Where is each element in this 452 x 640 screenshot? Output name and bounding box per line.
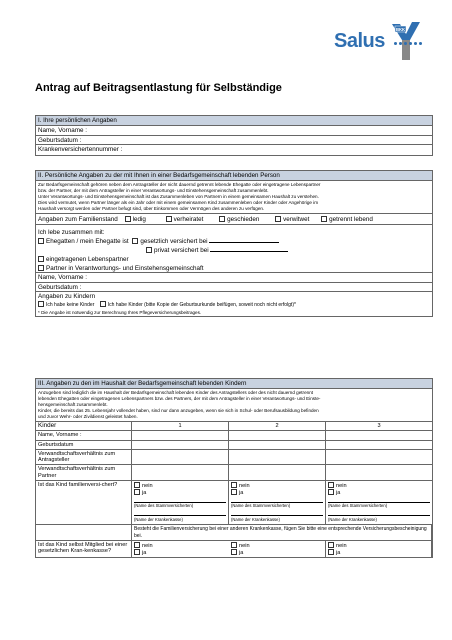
children-label: Angaben zu Kindern — [38, 293, 96, 300]
partner-note: Zur Bedarfsgemeinschaft gehören neben dem Antragsteller der nicht dauernd getrennt lebende Ehegatte oder eingetragene Lebenspartner bzw. der Partner, der mit dem Antragsteller in einer Verantwortungs- und Einstehensgemeinschaft zusammenlebt. Unter Verantwortungs- und Einstehensgemeinschaft ist das Zusammenleben von Partnern in einem gemeinsamen Haushalt zu verstehen. Dies wird vermutet, wenn Partner länger als ein Jahr oder mit einem gemeinsamen Kind zusammenleben oder Kinder oder Angehörige im Haushalt versorgt werden oder Partner befugt sind, über Einkommen oder Vermögen des anderen zu verfügen. — [36, 181, 432, 214]
option-nein[interactable]: nein — [231, 482, 323, 489]
children-options — [36, 301, 432, 309]
child-3-family-insured: nein ja (Name des Stammversicherten) (Name der Krankenkasse) — [326, 481, 432, 525]
option-ja[interactable]: ja — [231, 489, 323, 496]
child-2-relation-applicant[interactable] — [229, 450, 326, 466]
child-3-relation-applicant[interactable] — [326, 450, 432, 466]
logo-emblem-icon — [386, 20, 426, 62]
child-3-own-member — [326, 541, 432, 558]
option-civil-partner[interactable]: eingetragenen Lebenspartner — [36, 255, 432, 264]
option-nein[interactable]: nein — [328, 542, 429, 549]
partner-name-field[interactable]: Name, Vorname : — [36, 273, 432, 283]
option-nein[interactable]: nein — [231, 542, 323, 549]
partner-birthdate-field[interactable]: Geburtsdatum : — [36, 283, 432, 293]
row-label-name: Name, Vorname : — [36, 431, 132, 440]
child-1-relation-applicant[interactable] — [132, 450, 229, 466]
child-3-name[interactable] — [326, 431, 432, 440]
option-ja[interactable]: ja — [328, 549, 429, 556]
field-birthdate[interactable]: Geburtsdatum : — [36, 136, 432, 146]
option-nein[interactable]: nein — [134, 482, 226, 489]
section-heading: II. Persönliche Angaben zu der mit Ihnen in einer Bedarfsgemeinschaft lebenden Person — [36, 171, 432, 181]
child-1-family-insured: nein ja (Name des Stammversicherten) (Name der Krankenkasse) — [132, 481, 229, 525]
salus-bkk-logo — [334, 20, 434, 64]
form-title: Antrag auf Beitragsentlastung für Selbständige — [35, 82, 282, 94]
option-ja[interactable]: ja — [231, 549, 323, 556]
child-col-3: 3 — [326, 422, 432, 431]
option-no-children[interactable]: Ich habe keine Kinder — [38, 302, 94, 308]
child-2-family-insured: nein ja (Name des Stammversicherten) (Name der Krankenkasse) — [229, 481, 326, 525]
child-col-1: 1 — [132, 422, 229, 431]
row-label-own-member: Ist das Kind selbst Mitglied bei einer gesetzlichen Kran-kenkasse? — [36, 541, 132, 558]
children-note: Anzugeben sind lediglich die im Haushalt der Bedarfsgemeinschaft lebenden Kinder des Antragstellers oder des nicht dauernd getrennt lebenden Ehegatten oder eingetragenen Lebenspartners bzw. des Partners, der mit dem Antragsteller in einer Verantwortungs- und Einste- hensgemeinschaft zusammenlebt. Kinder, die bereits das 25. Lebensjahr vollendet haben, sind nur dann anzugeben, wenn sie sich in Schul- oder Berufsausbildung befinden und zuvor Wehr- oder Zivildienst geleistet haben. — [36, 389, 432, 422]
option-private[interactable]: privat versichert bei — [146, 247, 209, 254]
statutory-insurer-field[interactable] — [209, 237, 279, 243]
living-with-label: Ich lebe zusammen mit: — [38, 229, 105, 236]
child-2-relation-partner[interactable] — [229, 465, 326, 481]
section-heading: III. Angaben zu den im Haushalt der Bedarfsgemeinschaft lebenden Kindern — [36, 379, 432, 389]
child-1-relation-partner[interactable] — [132, 465, 229, 481]
section-personal — [35, 115, 433, 156]
option-spouse[interactable]: Ehegatten / mein Ehegatte ist — [38, 238, 129, 245]
private-row — [36, 246, 432, 255]
row-label-relation-partner: Verwandtschaftsverhältnis zum Partner — [36, 465, 132, 481]
option-has-children[interactable]: Ich habe Kinder (bitte Kopie der Geburtsurkunde beifügen, soweit noch nicht erfolgt)* — [100, 302, 296, 308]
child-2-name[interactable] — [229, 431, 326, 440]
option-statutory[interactable]: gesetzlich versichert bei — [132, 238, 207, 245]
children-col-label: Kinder — [36, 422, 132, 431]
option-ja[interactable]: ja — [134, 549, 227, 556]
care-insurance-hint: * Die Angabe ist notwendig zur Berechnung Ihres Pflegeversicherungsbeitrages. — [38, 310, 202, 315]
logo-brand-text: Salus — [334, 30, 385, 52]
child-2-birthdate[interactable] — [229, 441, 326, 450]
other-insurer-note: Besteht die Familienversicherung bei einer anderen Krankenkasse, fügen Sie bitte eine entsprechende Versicherungsbescheinigung bei. — [132, 525, 432, 541]
child-1-own-member — [132, 541, 229, 558]
child-3-birthdate[interactable] — [326, 441, 432, 450]
option-getrennt[interactable]: getrennt lebend — [321, 214, 373, 225]
option-ledig[interactable]: ledig — [125, 214, 146, 225]
row-label-family-insured: Ist das Kind familienversi-chert? — [36, 481, 132, 525]
blank-cell — [36, 525, 132, 541]
section-heading: I. Ihre persönlichen Angaben — [36, 116, 432, 126]
child-1-birthdate[interactable] — [132, 441, 229, 450]
spouse-row — [36, 237, 432, 246]
marital-status-row: Angaben zum Familienstand ledig verheiratet geschieden verwitwet getrennt lebend — [36, 214, 432, 225]
logo-badge-text: BKK — [395, 27, 406, 32]
option-verheiratet[interactable]: verheiratet — [166, 214, 204, 225]
field-name[interactable]: Name, Vorname : — [36, 126, 432, 136]
section-children — [35, 378, 433, 558]
row-label-relation-applicant: Verwandtschaftsverhältnis zum Antragsteller — [36, 450, 132, 466]
row-label-birthdate: Geburtsdatum — [36, 441, 132, 450]
section-partner — [35, 170, 433, 317]
option-ja[interactable]: ja — [134, 489, 226, 496]
logo-dots — [394, 42, 434, 48]
option-nein[interactable]: nein — [134, 542, 227, 549]
option-ja[interactable]: ja — [328, 489, 430, 496]
option-nein[interactable]: nein — [328, 482, 430, 489]
child-1-name[interactable] — [132, 431, 229, 440]
children-table — [36, 422, 432, 557]
private-insurer-field[interactable] — [210, 246, 288, 252]
child-3-relation-partner[interactable] — [326, 465, 432, 481]
option-geschieden[interactable]: geschieden — [219, 214, 259, 225]
child-col-2: 2 — [229, 422, 326, 431]
field-insurance-number[interactable]: Krankenversichertennummer : — [38, 146, 123, 153]
option-verwitwet[interactable]: verwitwet — [275, 214, 309, 225]
option-responsibility-partner[interactable]: Partner in Verantwortungs- und Einstehensgemeinschaft — [36, 264, 432, 273]
child-2-own-member — [229, 541, 326, 558]
